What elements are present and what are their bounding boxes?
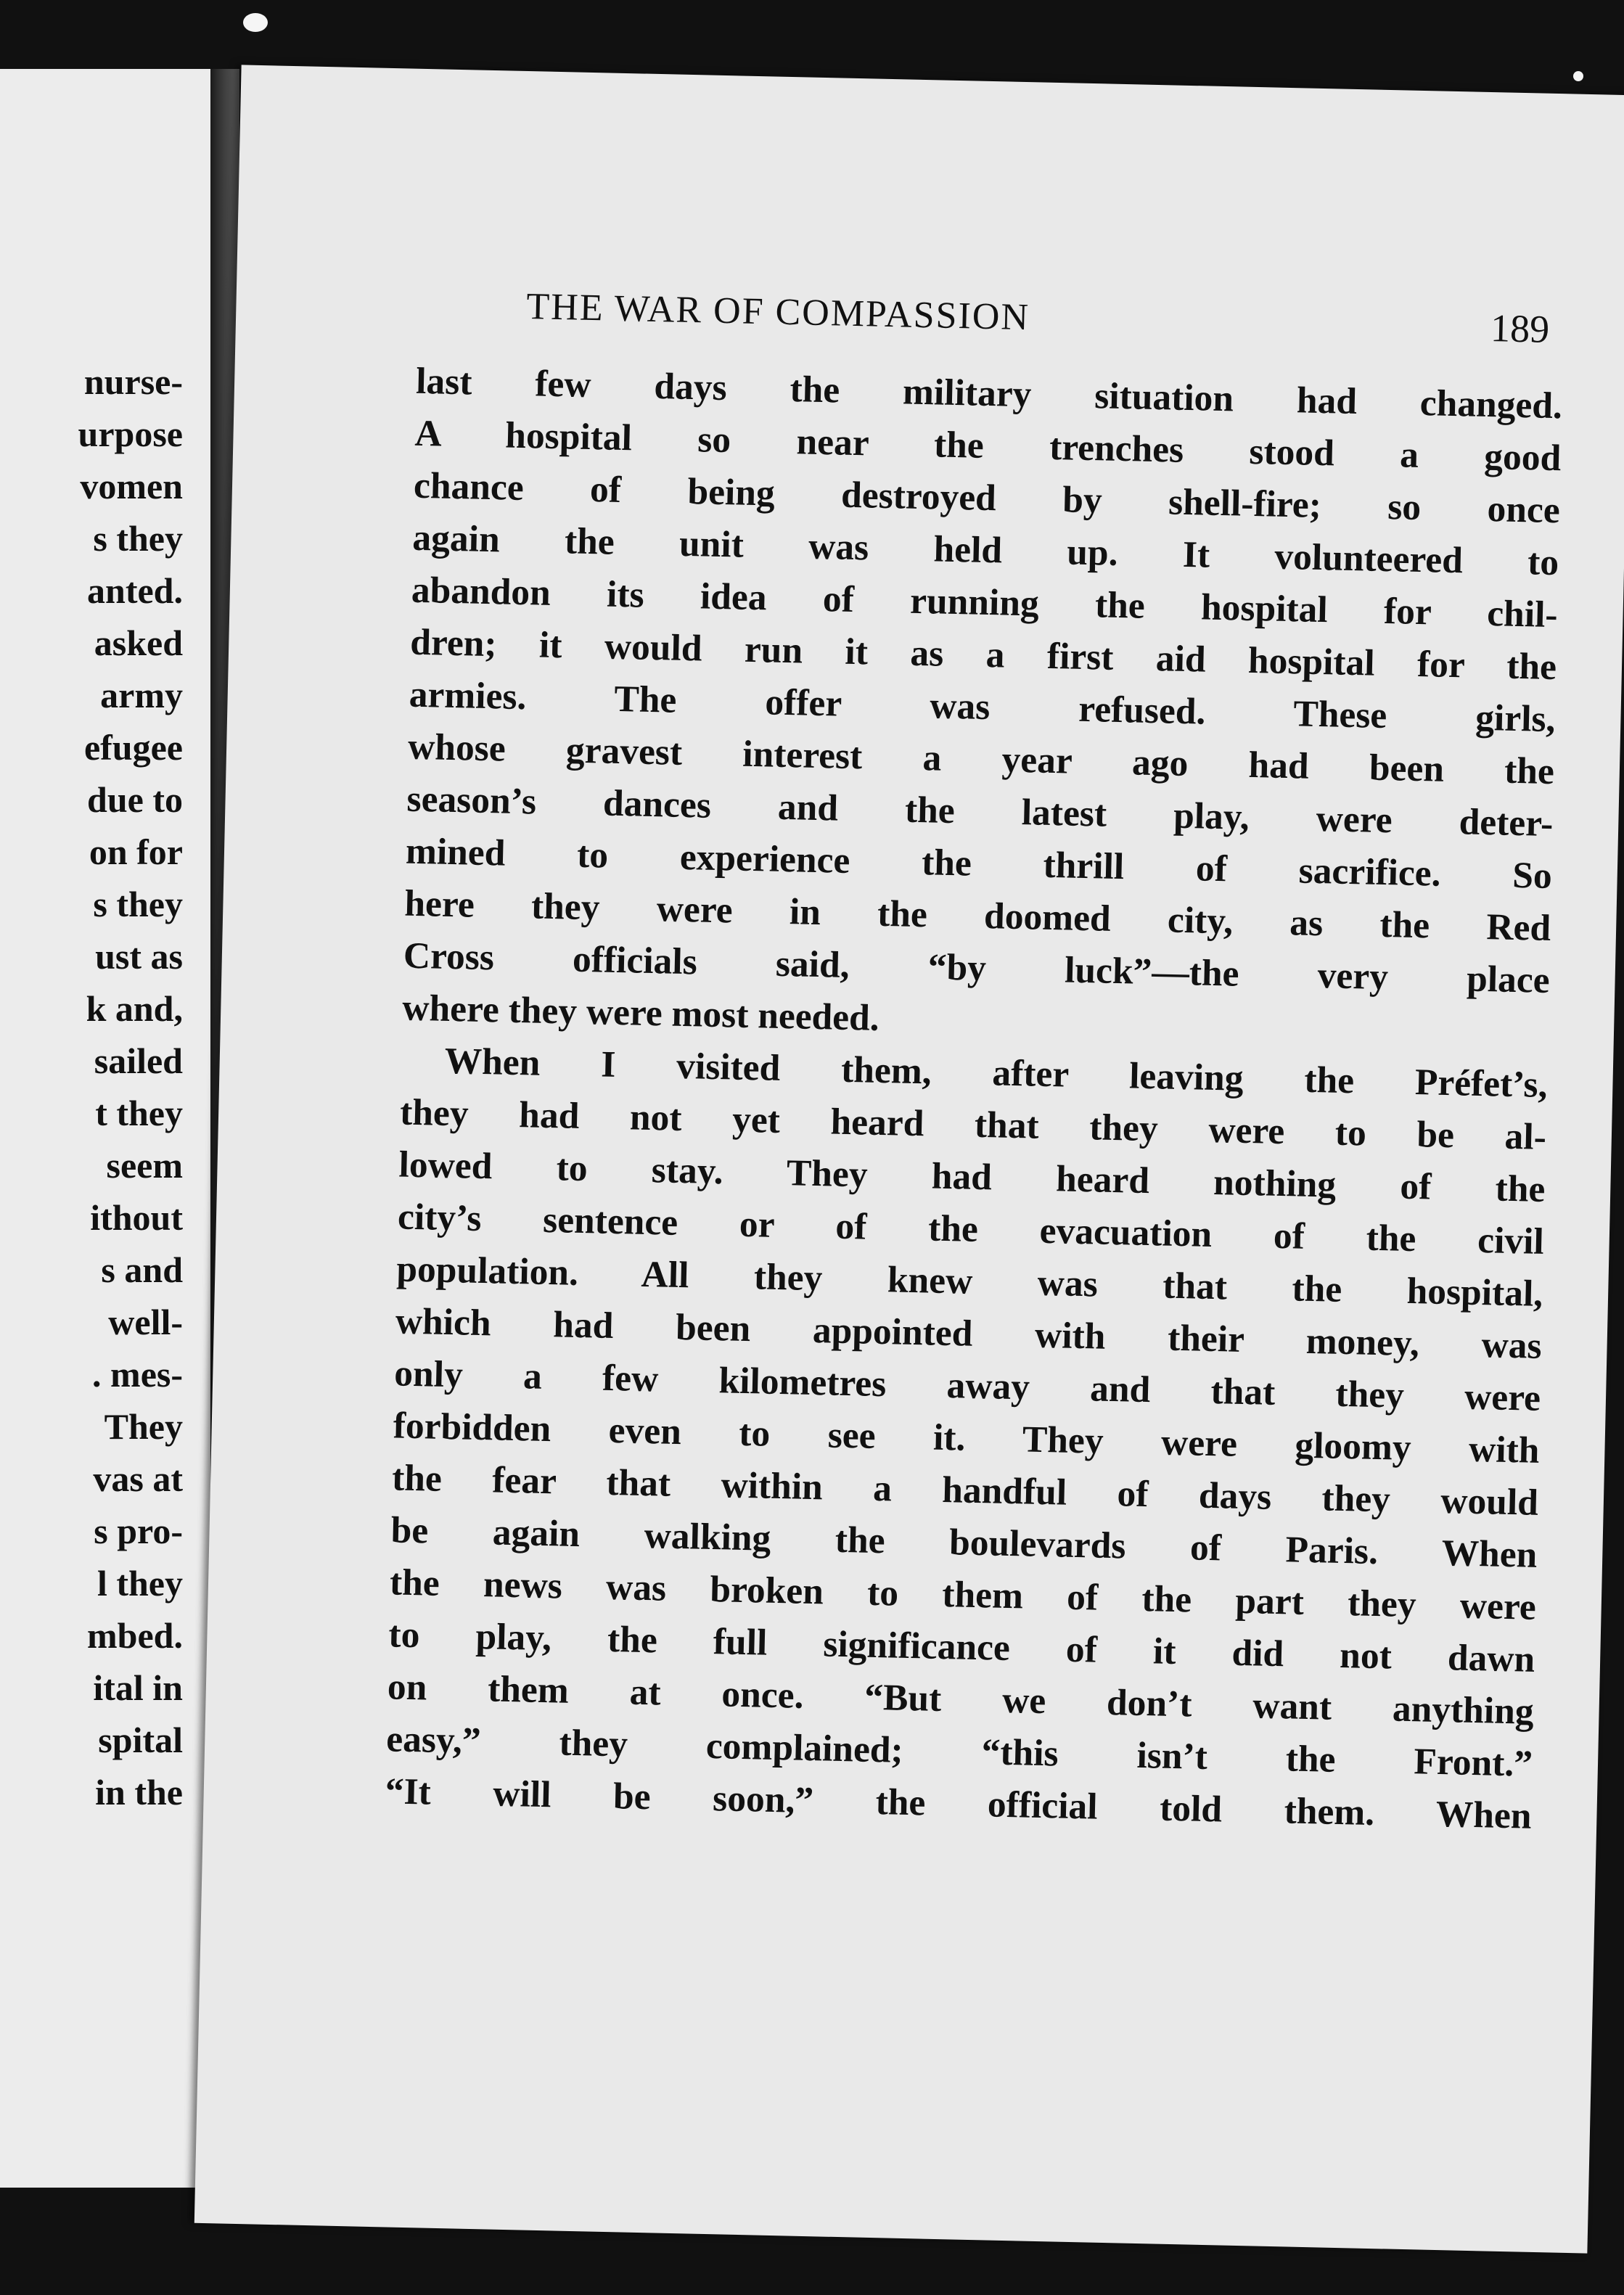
text-line: they had not yet heard that they were to be al- [399, 1091, 1547, 1158]
running-title: THE WAR OF COMPASSION [525, 286, 1030, 339]
left-line: mbed. [87, 1615, 183, 1656]
text-line: here they were in the doomed city, as the Red [403, 882, 1551, 950]
left-line: s and [101, 1249, 183, 1290]
left-line: well- [108, 1302, 183, 1342]
left-line: on for [89, 832, 183, 872]
left-line: ital in [93, 1667, 183, 1708]
text-line: forbidden even to see it. They were gloomy with [393, 1405, 1541, 1471]
text-line: mined to experience the thrill of sacrifice. So [405, 830, 1553, 898]
left-line: s they [93, 518, 183, 559]
left-line: s pro- [94, 1511, 183, 1551]
left-line: efugee [83, 727, 183, 768]
left-line: seem [106, 1145, 183, 1186]
text-line: be again walking the boulevards of Paris. When [390, 1509, 1538, 1576]
text-line: which had been appointed with their money, was [395, 1300, 1543, 1367]
text-line: to play, the full significance of it did not dawn [387, 1614, 1535, 1680]
left-line: l they [97, 1563, 183, 1604]
left-line: t they [95, 1093, 183, 1133]
running-head [526, 282, 1550, 355]
text-line: on them at once. “But we don’t want anything [387, 1666, 1535, 1733]
paragraph-end-line: where they were most needed. [401, 987, 880, 1039]
left-line: ithout [90, 1197, 183, 1238]
left-line: They [104, 1406, 183, 1447]
text-line: the fear that within a handful of days they would [391, 1457, 1539, 1524]
left-line: in the [95, 1772, 183, 1812]
text-line: the news was broken to them of the part they were [389, 1561, 1537, 1628]
left-line: sailed [94, 1040, 183, 1081]
right-page [194, 65, 1624, 2253]
scan-speck [1573, 71, 1583, 81]
left-line: k and, [86, 988, 183, 1029]
text-line: “It will be soon,” the official told them. When [385, 1770, 1533, 1837]
left-line: asked [94, 623, 183, 663]
left-page-text [78, 356, 183, 1818]
left-line: anted. [87, 570, 183, 611]
left-line: s they [93, 884, 183, 924]
left-line: army [100, 675, 183, 715]
left-line: spital [98, 1720, 183, 1760]
text-line: easy,” they complained; “this isn’t the Front.” [385, 1718, 1533, 1785]
left-page [0, 69, 225, 2188]
left-line: due to [87, 779, 183, 820]
left-line: vas at [93, 1458, 183, 1499]
text-line: chance of being destroyed by shell-fire; so once [413, 464, 1561, 532]
text-line: A hospital so near the trenches stood a good [414, 412, 1562, 480]
text-line: only a few kilometres away and that they were [393, 1352, 1541, 1419]
text-line: abandon its idea of running the hospital for chil- [411, 569, 1559, 636]
scan-speck [243, 13, 268, 32]
left-line: ust as [95, 936, 183, 977]
body-text [385, 356, 1563, 1843]
left-line: nurse- [83, 361, 183, 402]
text-line: again the unit was held up. It volunteered to [411, 517, 1559, 584]
left-line: vomen [80, 466, 183, 506]
text-line: season’s dances and the latest play, were deter- [406, 778, 1554, 845]
page-number: 189 [1490, 306, 1550, 351]
text-line: whose gravest interest a year ago had been the [407, 726, 1555, 793]
text-line: last few days the military situation had changed. [415, 360, 1563, 427]
left-line: . mes- [92, 1354, 183, 1395]
text-line: city’s sentence or of the evacuation of the civil [397, 1196, 1545, 1263]
text-line: Cross officials said, “by luck”—the very place [403, 935, 1551, 1002]
text-line: armies. The offer was refused. These girls, [409, 673, 1557, 741]
text-line: population. All they knew was that the hospital, [395, 1248, 1543, 1315]
paragraph-start-line: When I visited them, after leaving the Préfet’s, [444, 1040, 1549, 1107]
text-line: dren; it would run it as a first aid hospital for the [409, 621, 1557, 689]
left-line: urpose [78, 414, 183, 454]
text-line: lowed to stay. They had heard nothing of the [398, 1144, 1546, 1210]
